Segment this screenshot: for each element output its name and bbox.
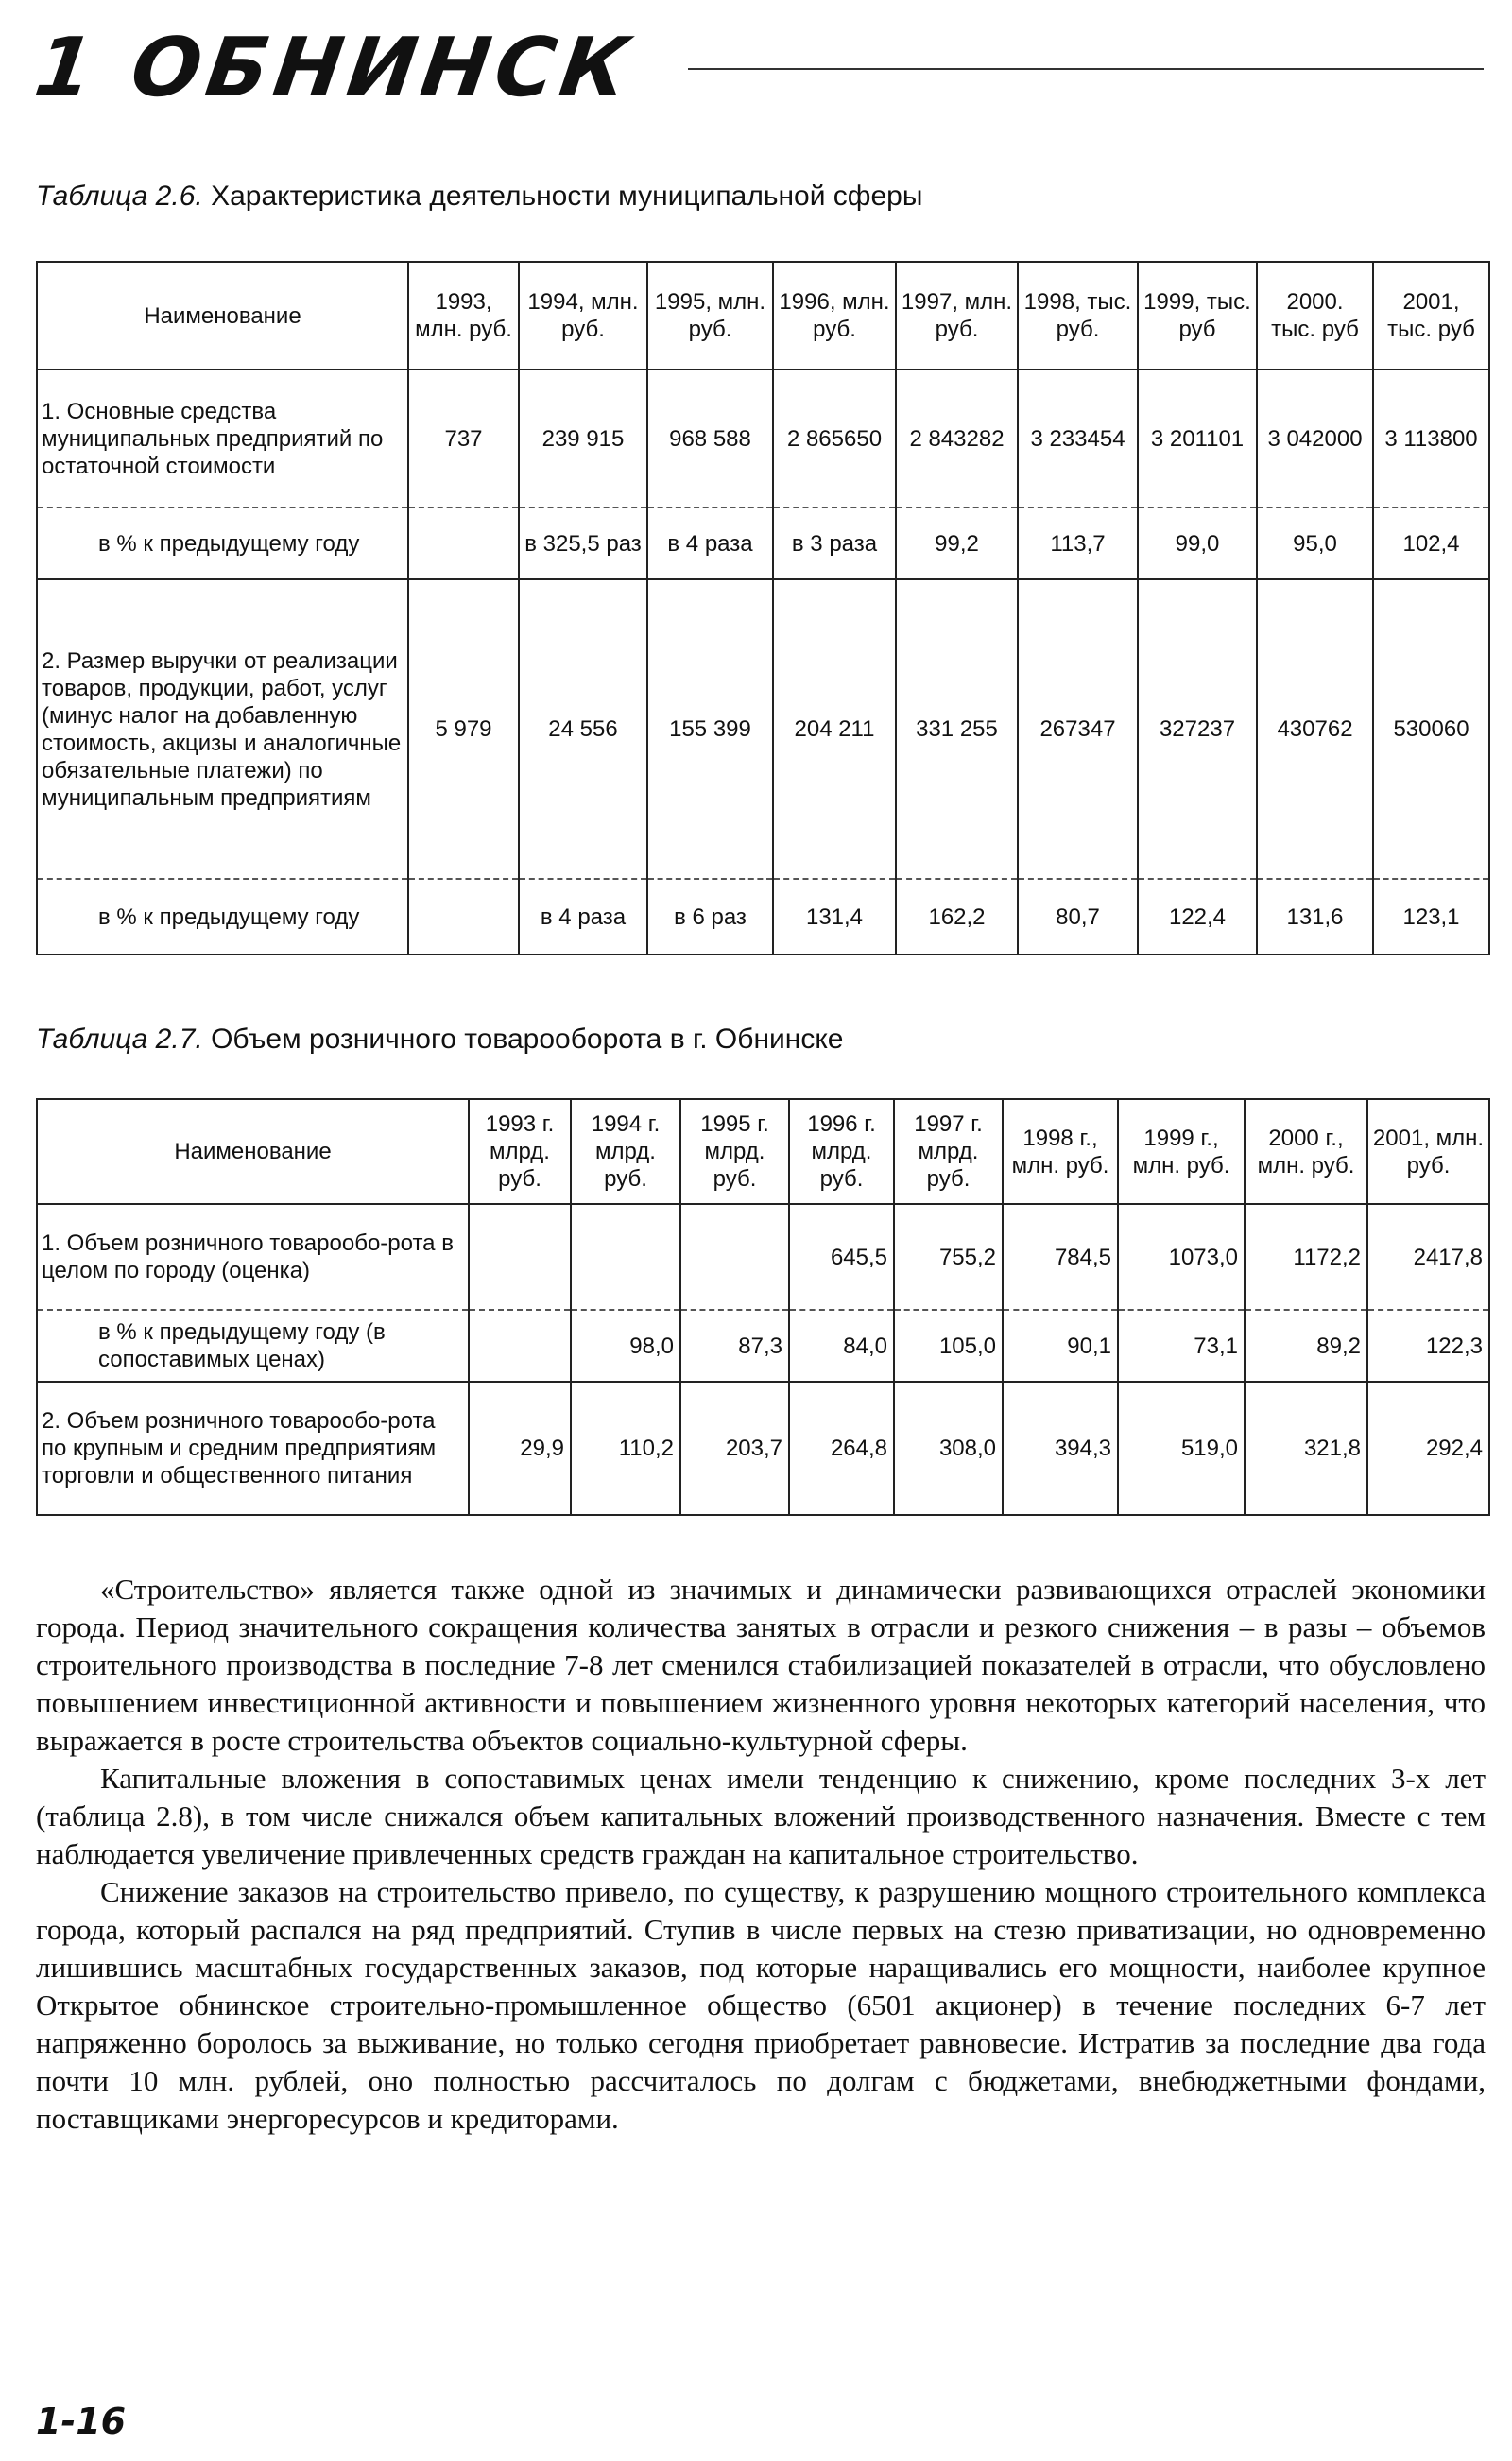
value-cell: 80,7 bbox=[1018, 879, 1138, 955]
value-cell: в 325,5 раз bbox=[519, 508, 647, 579]
table-row bbox=[37, 508, 1489, 579]
value-cell: 292,4 bbox=[1367, 1382, 1489, 1515]
value-cell: 331 255 bbox=[896, 579, 1018, 879]
header-cell: Наименование bbox=[37, 1099, 469, 1204]
header-cell: 1999 г., млн. руб. bbox=[1118, 1099, 1245, 1204]
value-cell bbox=[469, 1204, 571, 1310]
value-cell: 89,2 bbox=[1245, 1310, 1367, 1382]
value-cell: 131,4 bbox=[773, 879, 896, 955]
value-cell: 123,1 bbox=[1373, 879, 1489, 955]
value-cell: в 4 раза bbox=[519, 879, 647, 955]
body-text bbox=[36, 1571, 1486, 2138]
value-cell: в 4 раза bbox=[647, 508, 773, 579]
table-2-7 bbox=[36, 1098, 1490, 1516]
row-name: 1. Объем розничного товарообо-рота в целом по городу (оценка) bbox=[37, 1204, 469, 1310]
header-cell: 1993 г. млрд. руб. bbox=[469, 1099, 571, 1204]
table-2-6-caption bbox=[36, 178, 922, 215]
table-2-6-label: Таблица 2.6. bbox=[36, 181, 203, 212]
value-cell: 98,0 bbox=[571, 1310, 680, 1382]
value-cell: 264,8 bbox=[789, 1382, 894, 1515]
value-cell: 755,2 bbox=[894, 1204, 1003, 1310]
value-cell: 110,2 bbox=[571, 1382, 680, 1515]
header-cell: 1998, тыс. руб. bbox=[1018, 262, 1138, 370]
value-cell: 105,0 bbox=[894, 1310, 1003, 1382]
paragraph: Капитальные вложения в сопоставимых ценах имели тенденцию к снижению, кроме последних 3-х лет (таблица 2.8), в том числе снижался объем капитальных вложений производственного назначения. Вместе с тем наблюдается увеличение привлеченных средств граждан на капитальное строительство. bbox=[36, 1762, 1486, 1870]
table-2-7-caption bbox=[36, 1021, 843, 1058]
header-cell: 1995, млн. руб. bbox=[647, 262, 773, 370]
row-name: 1. Основные средства муниципальных предприятий по остаточной стоимости bbox=[37, 370, 408, 508]
value-cell: 239 915 bbox=[519, 370, 647, 508]
header-cell: 1997 г. млрд. руб. bbox=[894, 1099, 1003, 1204]
row-name: в % к предыдущему году bbox=[37, 508, 408, 579]
table-2-7-title: Объем розничного товарооборота в г. Обнинске bbox=[211, 1024, 844, 1055]
row-name: в % к предыдущему году bbox=[37, 879, 408, 955]
value-cell: 968 588 bbox=[647, 370, 773, 508]
value-cell: 3 201101 bbox=[1138, 370, 1257, 508]
value-cell: в 3 раза bbox=[773, 508, 896, 579]
row-name: 2. Объем розничного товарообо-рота по крупным и средним предприятиям торговли и общественного питания bbox=[37, 1382, 469, 1515]
chapter-header bbox=[28, 21, 1484, 115]
header-cell: 2000. тыс. руб bbox=[1257, 262, 1373, 370]
value-cell: 430762 bbox=[1257, 579, 1373, 879]
value-cell: 29,9 bbox=[469, 1382, 571, 1515]
value-cell: 308,0 bbox=[894, 1382, 1003, 1515]
value-cell: 122,3 bbox=[1367, 1310, 1489, 1382]
value-cell: 2 843282 bbox=[896, 370, 1018, 508]
value-cell: 737 bbox=[408, 370, 519, 508]
value-cell: 3 042000 bbox=[1257, 370, 1373, 508]
header-rule bbox=[688, 68, 1484, 70]
value-cell: 203,7 bbox=[680, 1382, 789, 1515]
header-cell: 1994, млн. руб. bbox=[519, 262, 647, 370]
table-row bbox=[37, 370, 1489, 508]
row-name: в % к предыдущему году (в сопоставимых ценах) bbox=[37, 1310, 469, 1382]
value-cell: в 6 раз bbox=[647, 879, 773, 955]
value-cell: 95,0 bbox=[1257, 508, 1373, 579]
value-cell: 394,3 bbox=[1003, 1382, 1118, 1515]
value-cell: 99,0 bbox=[1138, 508, 1257, 579]
value-cell: 24 556 bbox=[519, 579, 647, 879]
header-cell: 1994 г. млрд. руб. bbox=[571, 1099, 680, 1204]
table-2-6-title: Характеристика деятельности муниципальной сферы bbox=[211, 181, 923, 212]
value-cell: 204 211 bbox=[773, 579, 896, 879]
value-cell bbox=[408, 508, 519, 579]
table-row bbox=[37, 1204, 1489, 1310]
header-cell: 1998 г., млн. руб. bbox=[1003, 1099, 1118, 1204]
header-cell: 1999, тыс. руб bbox=[1138, 262, 1257, 370]
table-2-7-label: Таблица 2.7. bbox=[36, 1024, 203, 1055]
header-cell: 2001, млн. руб. bbox=[1367, 1099, 1489, 1204]
value-cell: 519,0 bbox=[1118, 1382, 1245, 1515]
paragraph: «Строительство» является также одной из значимых и динамически развивающихся отраслей экономики города. Период значительного сокращения количества занятых в отрасли и резкого снижения – в разы – объемов строительного производства в последние 7-8 лет сменился стабилизацией показателей в отрасли, что обусловлено повышением инвестиционной активности и повышением жизненного уровня некоторых категорий населения, что выражается в росте строительства объектов социально-культурной сферы. bbox=[36, 1573, 1486, 1757]
value-cell: 131,6 bbox=[1257, 879, 1373, 955]
table-row bbox=[37, 579, 1489, 879]
value-cell: 90,1 bbox=[1003, 1310, 1118, 1382]
row-name: 2. Размер выручки от реализации товаров, продукции, работ, услуг (минус налог на добавленную стоимость, акцизы и аналогичные обязательные платежи) по муниципальным предприятиям bbox=[37, 579, 408, 879]
header-cell: 1996, млн. руб. bbox=[773, 262, 896, 370]
table-row bbox=[37, 1310, 1489, 1382]
value-cell: 1172,2 bbox=[1245, 1204, 1367, 1310]
header-cell: 2001, тыс. руб bbox=[1373, 262, 1489, 370]
value-cell: 113,7 bbox=[1018, 508, 1138, 579]
paragraph: Снижение заказов на строительство привело, по существу, к разрушению мощного строительного комплекса города, который распался на ряд предприятий. Ступив в числе первых на стезю приватизации, но одновременно лишившись масштабных государственных заказов, под которые наращивались его мощности, наиболее крупное Открытое обнинское строительно-промышленное общество (6501 акционер) в течение последних 6-7 лет напряженно боролось за выживание, но только сегодня приобретает равновесие. Истратив за последние два года почти 10 млн. рублей, оно полностью рассчиталось по долгам с бюджетами, внебюджетными фондами, поставщиками энергоресурсов и кредиторами. bbox=[36, 1875, 1486, 2135]
value-cell: 122,4 bbox=[1138, 879, 1257, 955]
value-cell: 155 399 bbox=[647, 579, 773, 879]
header-cell: 2000 г., млн. руб. bbox=[1245, 1099, 1367, 1204]
value-cell: 327237 bbox=[1138, 579, 1257, 879]
value-cell bbox=[680, 1204, 789, 1310]
header-cell: 1995 г. млрд. руб. bbox=[680, 1099, 789, 1204]
value-cell: 645,5 bbox=[789, 1204, 894, 1310]
value-cell: 102,4 bbox=[1373, 508, 1489, 579]
value-cell: 84,0 bbox=[789, 1310, 894, 1382]
value-cell: 267347 bbox=[1018, 579, 1138, 879]
value-cell: 784,5 bbox=[1003, 1204, 1118, 1310]
value-cell: 5 979 bbox=[408, 579, 519, 879]
value-cell: 3 233454 bbox=[1018, 370, 1138, 508]
header-cell: Наименование bbox=[37, 262, 408, 370]
header-cell: 1993, млн. руб. bbox=[408, 262, 519, 370]
value-cell: 321,8 bbox=[1245, 1382, 1367, 1515]
table-header-row bbox=[37, 262, 1489, 370]
value-cell: 3 113800 bbox=[1373, 370, 1489, 508]
value-cell: 73,1 bbox=[1118, 1310, 1245, 1382]
value-cell bbox=[408, 879, 519, 955]
table-row bbox=[37, 879, 1489, 955]
value-cell: 1073,0 bbox=[1118, 1204, 1245, 1310]
value-cell: 87,3 bbox=[680, 1310, 789, 1382]
header-cell: 1997, млн. руб. bbox=[896, 262, 1018, 370]
value-cell: 99,2 bbox=[896, 508, 1018, 579]
table-row bbox=[37, 1382, 1489, 1515]
chapter-title: 1 ОБНИНСК bbox=[28, 21, 640, 115]
table-header-row bbox=[37, 1099, 1489, 1204]
table-2-6 bbox=[36, 261, 1490, 955]
value-cell bbox=[469, 1310, 571, 1382]
value-cell: 2 865650 bbox=[773, 370, 896, 508]
value-cell: 162,2 bbox=[896, 879, 1018, 955]
value-cell: 530060 bbox=[1373, 579, 1489, 879]
value-cell bbox=[571, 1204, 680, 1310]
header-cell: 1996 г. млрд. руб. bbox=[789, 1099, 894, 1204]
page-number: 1-16 bbox=[36, 2401, 127, 2442]
value-cell: 2417,8 bbox=[1367, 1204, 1489, 1310]
